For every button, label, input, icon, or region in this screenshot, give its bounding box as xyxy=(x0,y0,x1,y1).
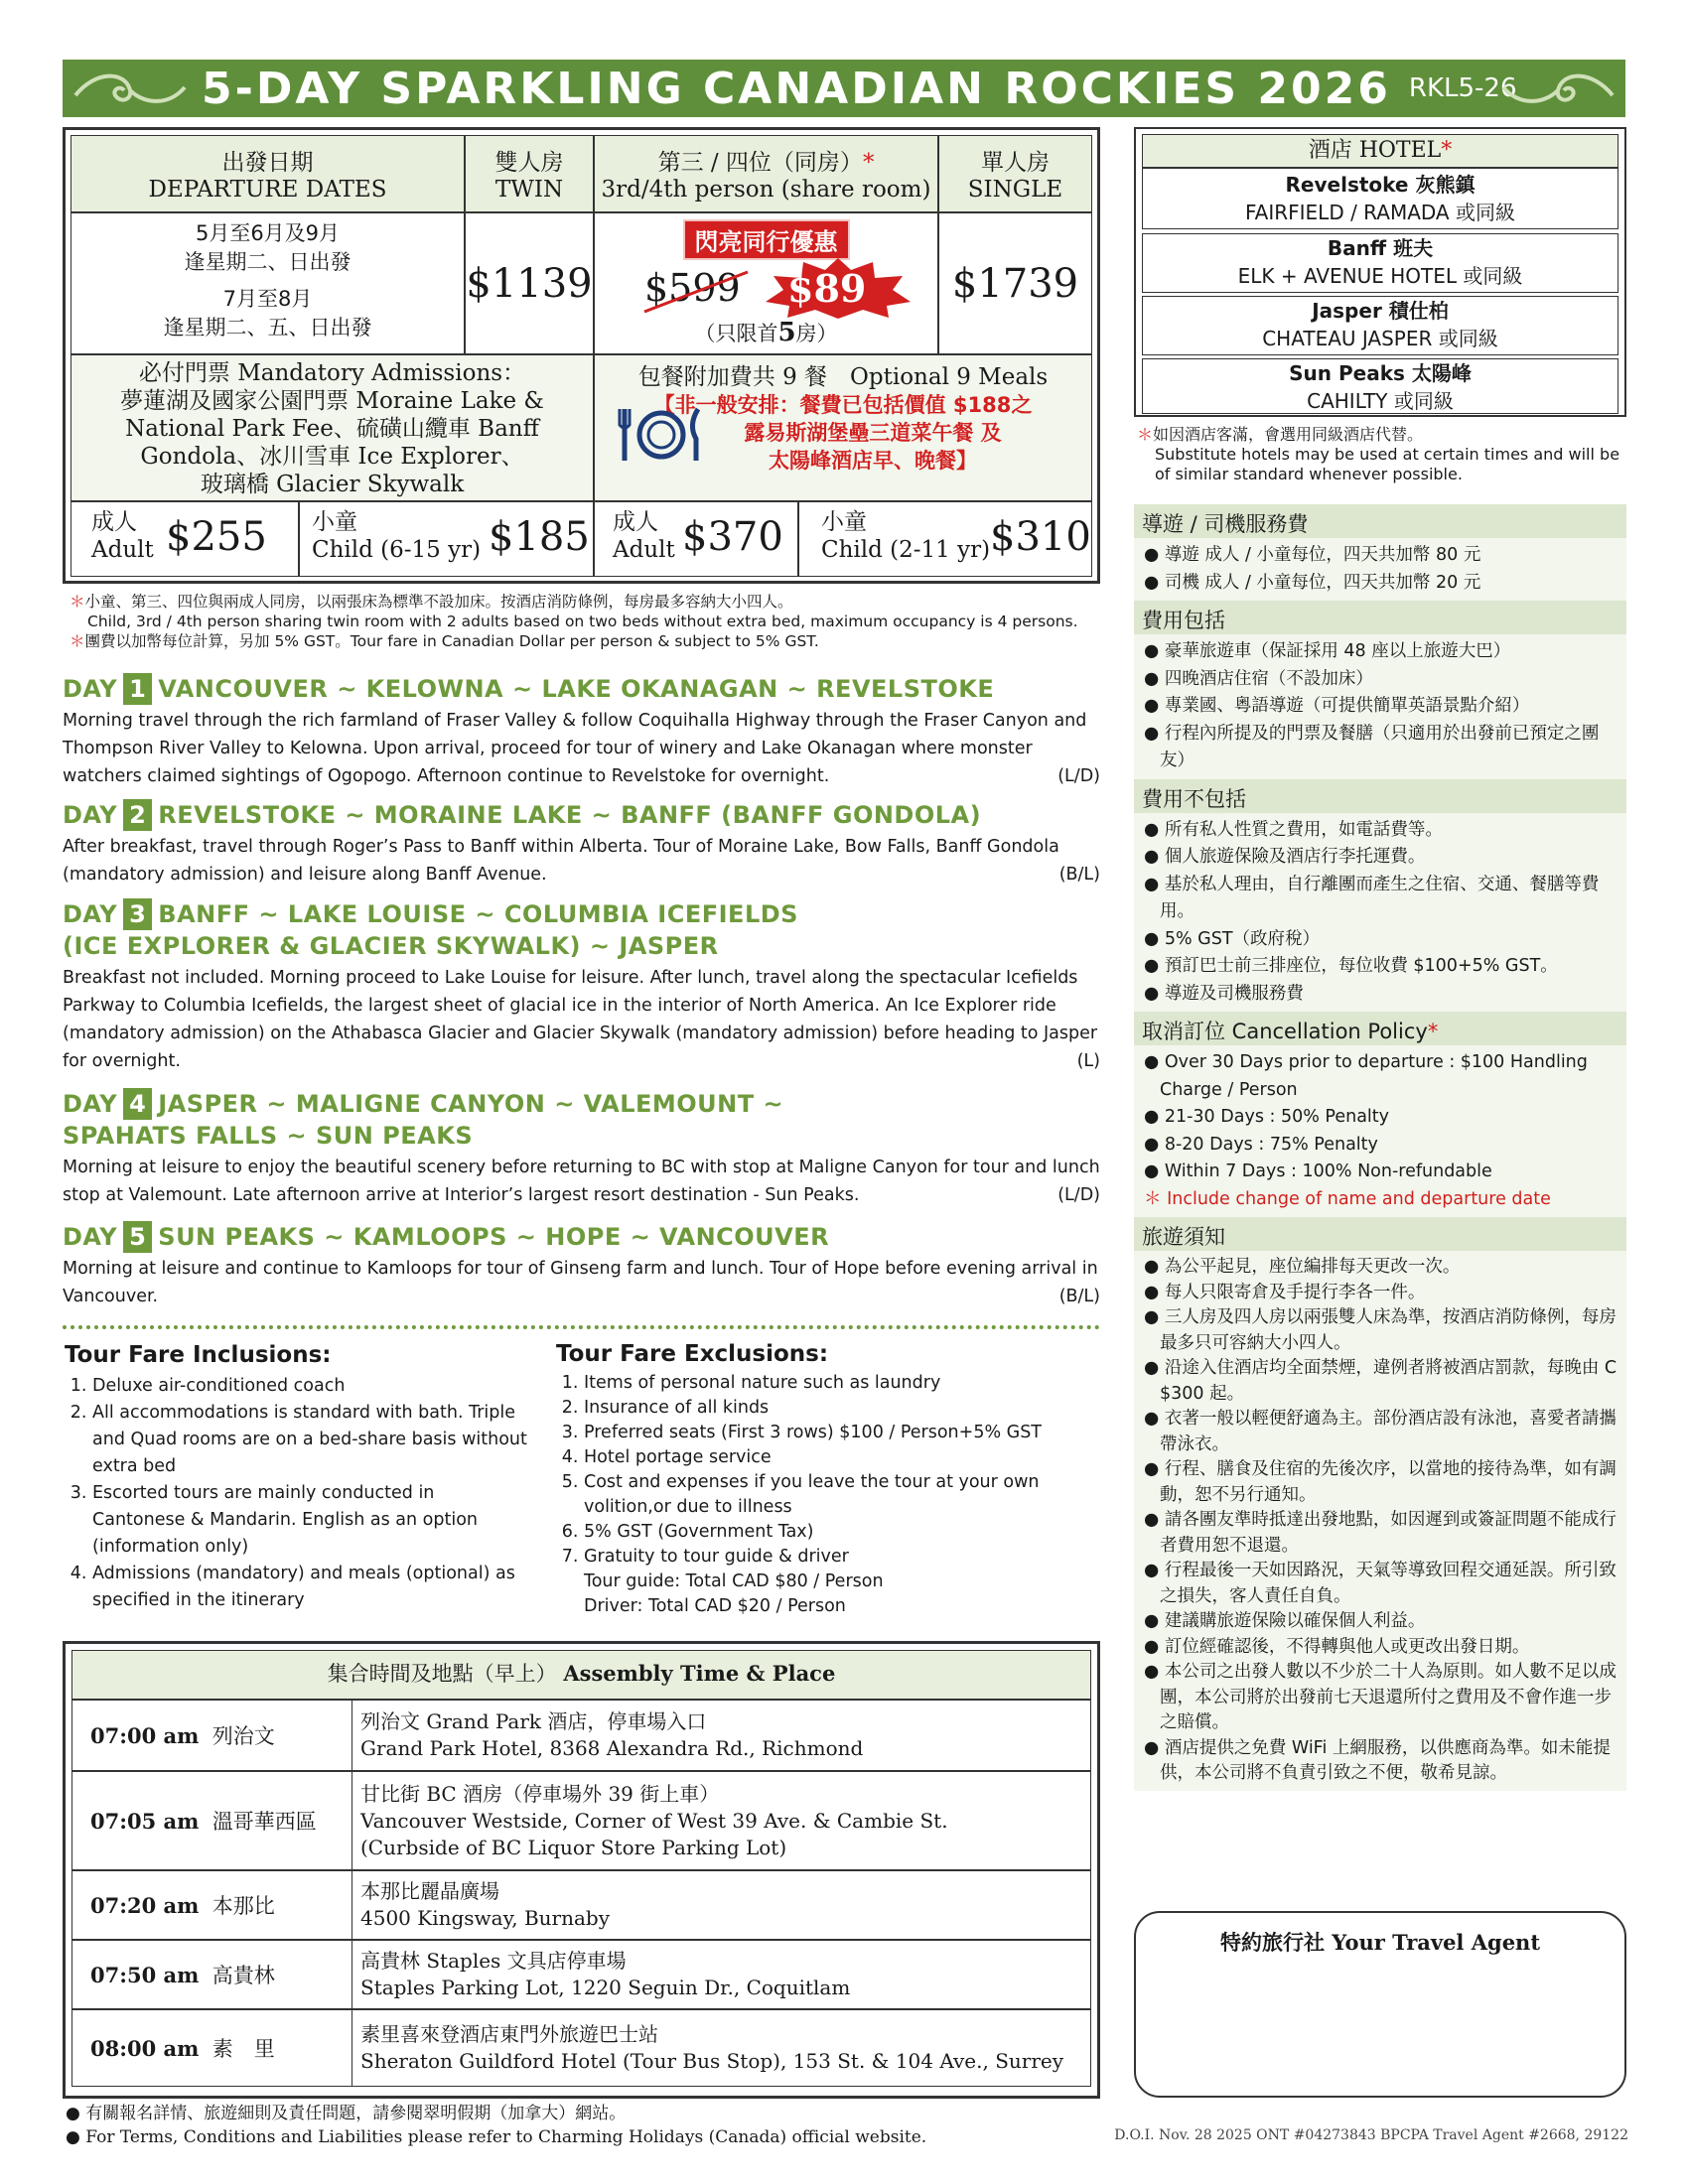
travel-agent-label: 特約旅行社 Your Travel Agent xyxy=(1219,1930,1541,1955)
adm-adult-zh: 成人 xyxy=(91,509,137,535)
dates-1a: 5月至6月及9月 xyxy=(195,221,341,245)
hotel-name: CAHILTY 或同級 xyxy=(1307,389,1454,413)
single-price: $1739 xyxy=(951,260,1079,307)
meal-adult-en: Adult xyxy=(613,537,675,563)
list-item: 4. Hotel portage service xyxy=(584,1445,1102,1470)
hotel-note-zh: 如因酒店客滿，會選用同級酒店代替。 xyxy=(1153,425,1424,444)
hotel-title: 酒店 HOTEL xyxy=(1308,138,1442,163)
day-title: BANFF ~ LAKE LOUISE ~ COLUMBIA ICEFIELDS xyxy=(158,900,798,928)
footer-note-en: For Terms, Conditions and Liabilities please refer to Charming Holidays (Canada) official website. xyxy=(85,2127,927,2147)
cancel-note: Include change of name and departure date xyxy=(1167,1188,1551,1209)
day-label: DAY xyxy=(63,900,118,928)
day-4 xyxy=(63,1088,1100,1209)
day-text: Morning at leisure to enjoy the beautiful scenery before returning to BC with stop at Maligne Canyon for tour and lunch stop at Valemount. Late afternoon arrive at Interior’s largest resort destination - Sun Peaks. xyxy=(63,1158,1100,1205)
day-title-2: (ICE EXPLORER & GLACIER SKYWALK) ~ JASPER xyxy=(63,932,719,960)
list-item: Over 30 Days prior to departure : $100 Handling Charge / Person xyxy=(1160,1052,1588,1100)
list-item: 行程最後一天如因路況，天氣等導致回程交通延誤。所引致之損失，客人責任自負。 xyxy=(1160,1561,1617,1606)
promo-limit-b: 房） xyxy=(795,322,838,345)
list-item: 豪華旅遊車（保証採用 48 座以上旅遊大巴） xyxy=(1164,641,1511,661)
assembly-table xyxy=(63,1641,1100,2099)
day-title: REVELSTOKE ~ MORAINE LAKE ~ BANFF (BANFF GONDOLA) xyxy=(158,801,982,829)
list-item: 訂位經確認後，不得轉與他人或更改出發日期。 xyxy=(1164,1636,1530,1657)
strike-line-icon xyxy=(642,270,752,314)
list-item: 本公司之出發人數以不少於二十人為原則。如人數不足以成團，本公司將於出發前七天退還所付之費用及不會作進一步之賠償。 xyxy=(1160,1662,1617,1732)
meals-note-2: 露易斯湖堡壘三道菜午餐 及 xyxy=(744,421,1002,445)
list-item: 1. Items of personal nature such as laundry xyxy=(584,1371,1102,1396)
inclusions-title: Tour Fare Inclusions: xyxy=(65,1342,332,1368)
list-item: 5% GST（政府稅） xyxy=(1164,928,1321,949)
twin-label-en: TWIN xyxy=(494,177,564,203)
hotel-header xyxy=(1142,134,1618,168)
single-header xyxy=(938,135,1092,212)
list-item: 請各團友準時抵達出發地點，如因遲到或簽証問題不能成行者費用恕不退還。 xyxy=(1160,1510,1617,1556)
fare-notes xyxy=(70,592,1102,651)
day-2 xyxy=(63,799,1100,888)
adm-child-price: $185 xyxy=(489,514,590,560)
adm-child-en: Child (6-15 yr) xyxy=(312,537,482,563)
day-meals: (L/D) xyxy=(1057,766,1100,786)
assembly-line-1: 高貴林 Staples 文具店停車場 xyxy=(360,1949,627,1973)
table-row xyxy=(71,1771,1091,1870)
twin-price-cell xyxy=(465,212,594,354)
hotel-row xyxy=(1142,296,1618,355)
hotel-city: Jasper 積仕柏 xyxy=(1312,299,1449,323)
hotel-name: FAIRFIELD / RAMADA 或同級 xyxy=(1245,201,1515,224)
cancellation-star: * xyxy=(1427,1020,1439,1043)
meals-cell xyxy=(594,354,1092,501)
excluded-title: 費用不包括 xyxy=(1134,779,1626,813)
meal-child-cell xyxy=(798,501,1092,577)
list-item: 導遊及司機服務費 xyxy=(1164,983,1304,1004)
assembly-time: 08:00 am xyxy=(90,2035,200,2061)
list-item: 21-30 Days : 50% Penalty xyxy=(1164,1107,1390,1127)
day-number: 4 xyxy=(123,1088,152,1120)
hotel-city: Sun Peaks 太陽峰 xyxy=(1289,361,1472,385)
meal-child-price: $310 xyxy=(990,514,1091,560)
assembly-time: 07:20 am xyxy=(90,1892,200,1918)
list-item: 7. Gratuity to tour guide & driver xyxy=(584,1545,1102,1570)
day-title: SUN PEAKS ~ KAMLOOPS ~ HOPE ~ VANCOUVER xyxy=(158,1223,830,1251)
list-item: 個人旅遊保險及酒店行李托運費。 xyxy=(1164,847,1426,867)
twin-label-zh: 雙人房 xyxy=(494,150,564,176)
assembly-time: 07:00 am xyxy=(90,1722,200,1748)
list-item: 行程內所提及的門票及餐膳（只適用於出發前已預定之團友） xyxy=(1160,723,1600,770)
assembly-place: 本那比 xyxy=(211,1894,275,1918)
hotel-box xyxy=(1134,127,1626,417)
table-row xyxy=(71,2009,1091,2087)
adm-child-zh: 小童 xyxy=(312,509,357,535)
day-number: 3 xyxy=(123,898,152,930)
assembly-title-zh: 集合時間及地點（早上） xyxy=(327,1662,557,1686)
dates-2b: 逢星期二、五、日出發 xyxy=(163,316,372,340)
hotel-row xyxy=(1142,233,1618,293)
day-label: DAY xyxy=(63,1090,118,1118)
footer-note-zh: 有關報名詳情、旅遊細則及責任問題，請參閱翠明假期（加拿大）網站。 xyxy=(85,2104,627,2123)
hotel-note-en: Substitute hotels may be used at certain times and will be of similar standard whenever possible. xyxy=(1155,445,1620,483)
table-row xyxy=(71,1870,1091,1940)
list-item: 衣著一般以輕便舒適為主。部份酒店設有泳池，喜愛者請攜帶泳衣。 xyxy=(1160,1409,1617,1454)
day-title-2: SPAHATS FALLS ~ SUN PEAKS xyxy=(63,1122,474,1150)
third-price-cell xyxy=(594,212,938,354)
single-label-zh: 單人房 xyxy=(981,150,1050,176)
day-label: DAY xyxy=(63,1223,118,1251)
list-item: 所有私人性質之費用，如電話費等。 xyxy=(1164,819,1443,840)
day-title: JASPER ~ MALIGNE CANYON ~ VALEMOUNT ~ xyxy=(158,1090,784,1118)
assembly-line-1: 甘比街 BC 酒房（停車場外 39 街上車） xyxy=(360,1781,720,1806)
fare-table xyxy=(63,127,1100,584)
footer-notes: ● 有關報名詳情、旅遊細則及責任問題，請參閱翠明假期（加拿大）網站。 ● For Terms, Conditions and Liabilities please refer to Charming Holidays (Canada) official website. xyxy=(66,2104,927,2147)
promo-limit-a: （只限首 xyxy=(694,322,778,345)
third-header xyxy=(594,135,938,212)
exclusions-title: Tour Fare Exclusions: xyxy=(556,1341,829,1367)
admissions-cell xyxy=(70,354,594,501)
meals-title: 包餐附加費共 9 餐 Optional 9 Meals xyxy=(637,364,1049,390)
assembly-line-1: 本那比麗晶廣場 xyxy=(360,1879,499,1903)
assembly-line-2: Sheraton Guildford Hotel (Tour Bus Stop), 153 St. & 104 Ave., Surrey xyxy=(360,2049,1064,2073)
assembly-line-1: 列治文 Grand Park 酒店，停車場入口 xyxy=(360,1709,707,1733)
travel-agent-box xyxy=(1134,1911,1626,2098)
list-item: 行程、膳食及住宿的先後次序，以當地的接待為準，如有調動，恕不另行通知。 xyxy=(1160,1459,1617,1505)
meal-child-zh: 小童 xyxy=(821,509,867,535)
single-price-cell xyxy=(938,212,1092,354)
doi-license: D.O.I. Nov. 28 2025 ONT #04273843 BPCPA Travel Agent #2668, 29122 xyxy=(1114,2127,1628,2143)
list-item: 基於私人理由，自行離團而產生之住宿、交通、餐膳等費用。 xyxy=(1160,874,1600,921)
included-title: 費用包括 xyxy=(1134,601,1626,634)
note-2: Child, 3rd / 4th person sharing twin room with 2 adults based on two beds without extra bed, maximum occupancy is 4 persons. xyxy=(87,613,1078,630)
note-1: 小童、第三、四位與兩成人同房，以兩張床為標準不設加床。按酒店消防條例，每房最多容納大小四人。 xyxy=(84,593,793,611)
assembly-place: 素 里 xyxy=(211,2037,275,2061)
guide-gratuity: Tour guide: Total CAD $80 / Person xyxy=(584,1571,884,1591)
hotel-name: ELK + AVENUE HOTEL 或同級 xyxy=(1237,264,1523,288)
twin-header xyxy=(465,135,594,212)
note-star-1: ＊ xyxy=(70,593,85,611)
list-item: 預訂巴士前三排座位，每位收費 $100+5% GST。 xyxy=(1164,956,1558,976)
assembly-place: 列治文 xyxy=(211,1724,275,1748)
meal-adult-zh: 成人 xyxy=(613,509,658,535)
list-item: 三人房及四人房以兩張雙人床為準，按酒店消防條例，每房最多只可容納大小四人。 xyxy=(1160,1307,1617,1353)
list-item: 1. Deluxe air-conditioned coach xyxy=(92,1373,531,1400)
page-header xyxy=(63,60,1625,117)
dep-label-zh: 出發日期 xyxy=(221,150,314,176)
day-meals: (B/L) xyxy=(1058,865,1100,885)
assembly-time: 07:50 am xyxy=(90,1962,200,1987)
list-item: 2. Insurance of all kinds xyxy=(584,1396,1102,1421)
hotel-city: Banff 班夫 xyxy=(1327,236,1434,260)
admissions-line-4: 玻璃橋 Glacier Skywalk xyxy=(200,472,465,497)
day-label: DAY xyxy=(63,801,118,829)
day-text: Morning at leisure and continue to Kamloops for tour of Ginseng farm and lunch. Tour of Hope before evening arrival in Vancouver. xyxy=(63,1259,1098,1306)
dates-2a: 7月至8月 xyxy=(222,287,313,311)
departure-dates xyxy=(70,212,465,354)
day-5 xyxy=(63,1221,1100,1310)
admissions-line-2: National Park Fee、硫磺山纜車 Banff xyxy=(125,416,539,442)
list-item: 建議購旅遊保險以確保個人利益。 xyxy=(1164,1611,1426,1631)
assembly-line-2: Vancouver Westside, Corner of West 39 Ave. & Cambie St. xyxy=(360,1808,948,1833)
day-number: 5 xyxy=(123,1221,152,1253)
list-item: 4. Admissions (mandatory) and meals (optional) as specified in the itinerary xyxy=(92,1561,531,1614)
adm-adult-price: $255 xyxy=(166,514,267,560)
table-row xyxy=(71,1700,1091,1771)
meals-note-1: 【非一般安排：餐費已包括價值 $188之 xyxy=(653,393,1033,417)
day-text: Breakfast not included. Morning proceed to Lake Louise for leisure. After lunch, travel along the spectacular Icefields Parkway to Columbia Icefields, the largest sheet of glacial ice in the interior of North America. An Ice Explorer ride (mandatory admission) on the Athabasca Glacier and Glacier Skywalk (mandatory admission) before heading to Jasper for overnight. xyxy=(63,968,1098,1071)
list-item: 為公平起見，座位編排每天更改一次。 xyxy=(1164,1257,1461,1277)
assembly-line-1: 素里喜來登酒店東門外旅遊巴士站 xyxy=(360,2022,658,2046)
tour-code: RKL5-26 xyxy=(1408,73,1517,103)
hotel-row xyxy=(1142,358,1618,414)
day-number: 2 xyxy=(123,799,152,831)
list-item: 6. 5% GST (Government Tax) xyxy=(584,1520,1102,1545)
dates-1b: 逢星期二、日出發 xyxy=(184,250,352,274)
list-item: 3. Escorted tours are mainly conducted in Cantonese & Mandarin. English as an option (information only) xyxy=(92,1480,531,1561)
ornament-left-icon xyxy=(70,66,190,111)
cancel-note-star: ＊ xyxy=(1144,1188,1162,1209)
day-text: After breakfast, travel through Roger’s Pass to Banff within Alberta. Tour of Moraine Lake, Bow Falls, Banff Gondola (mandatory admission) and leisure along Banff Avenue. xyxy=(63,837,1059,885)
list-item: 5. Cost and expenses if you leave the tour at your own volition,or due to illness xyxy=(584,1470,1102,1520)
day-meals: (L/D) xyxy=(1057,1185,1100,1205)
list-item: 專業國、粵語導遊（可提供簡單英語景點介紹） xyxy=(1164,696,1530,716)
day-title: VANCOUVER ~ KELOWNA ~ LAKE OKANAGAN ~ REVELSTOKE xyxy=(158,675,995,703)
list-item: 沿途入住酒店均全面禁煙，違例者將被酒店罰款，每晚由 C $300 起。 xyxy=(1160,1358,1618,1404)
meal-adult-price: $370 xyxy=(682,514,783,560)
note-3: 團費以加幣每位計算，另加 5% GST。Tour fare in Canadian Dollar per person & subject to 5% GST. xyxy=(84,632,819,650)
hotel-note-star: ＊ xyxy=(1137,425,1154,444)
assembly-line-2: Staples Parking Lot, 1220 Seguin Dr., Coquitlam xyxy=(360,1976,851,1999)
table-row xyxy=(71,1940,1091,2009)
day-1 xyxy=(63,673,1100,790)
third-star: * xyxy=(862,150,875,176)
day-meals: (L) xyxy=(1076,1051,1100,1071)
sidebar: 導遊 / 司機服務費 ● 導遊 成人 / 小童每位，四天共加幣 80 元 ● 司機 成人 / 小童每位，四天共加幣 20 元 費用包括 ● 豪華旅遊車（保証採用 48 座以上旅遊大巴） ● 四晚酒店住宿（不設加床） ● 專業國、粵語導遊（可提供簡單英語景點介紹） ● 行程內所提及的門票及餐膳（只適用於出發前已預定之團友） 費用不包括 ● 所有私人性質之費用，如電話費等。 ● 個人旅遊保險及酒店行李托運費。 ● 基於私人理由，自行離團而產生之住宿、交通、餐膳等費用。 ● 5% GST（政府稅） ● 預訂巴士前三排座位，每位收費 $100+5% GST。 ● 導遊及司機服務費 取消訂位 Cancellation Policy* ● Over 30 Days prior to departure : $100 Handling Charge / Person ● 21-30 Days : 50% Penalty ● 8-20 Days : 75% Penalty ● Within 7 Days : 100% Non-refundable ＊ Include change of name and departure date 旅遊須知 ● 為公平起見，座位編排每天更改一次。 ● 每人只限寄倉及手提行李各一件。 ● 三人房及四人房以兩張雙人床為準，按酒店消防條例，每房最多只可容納大小四人。 ● 沿途入住酒店均全面禁煙，違例者將被酒店罰款，每晚由 C $300 起。 ● 衣著一般以輕便舒適為主。部份酒店設有泳池，喜愛者請攜帶泳衣。 ● 行程、膳食及住宿的先後次序，以當地的接待為準，如有調動，恕不另行通知。 ● 請各團友準時抵達出發地點，如因遲到或簽証問題不能成行者費用恕不退還。 ● 行程最後一天如因路況，天氣等導致回程交通延誤。所引致之損失，客人責任自負。 ● 建議購旅遊保險以確保個人利益。 ● 訂位經確認後，不得轉與他人或更改出發日期。 ● 本公司之出發人數以不少於二十人為原則。如人數不足以成團，本公司將於出發前七天退還所付之費用及不會作進一步之賠償。 ● 酒店提供之免費 WiFi 上網服務，以供應商為準。如未能提供，本公司將不負責引致之不便，敬希見諒。 xyxy=(1134,504,1626,1791)
adm-adult-cell xyxy=(70,501,299,577)
page-title: 5-DAY SPARKLING CANADIAN ROCKIES 2026 xyxy=(202,63,1391,114)
cancellation-title: 取消訂位 Cancellation Policy xyxy=(1142,1020,1428,1043)
admissions-line-1: 夢蓮湖及國家公園門票 Moraine Lake & xyxy=(120,388,544,414)
assembly-place: 高貴林 xyxy=(211,1964,275,1987)
list-item: 2. All accommodations is standard with bath. Triple and Quad rooms are on a bed-share basis without extra bed xyxy=(92,1400,531,1480)
adm-child-cell xyxy=(299,501,594,577)
assembly-place: 溫哥華西區 xyxy=(211,1810,317,1834)
assembly-line-2: Grand Park Hotel, 8368 Alexandra Rd., Richmond xyxy=(360,1736,864,1760)
assembly-line-3: (Curbside of BC Liquor Store Parking Lot) xyxy=(360,1835,787,1859)
plate-cutlery-icon xyxy=(617,405,706,465)
third-label-en: 3rd/4th person (share room) xyxy=(601,177,931,203)
promo-price: $89 xyxy=(787,266,867,311)
note-star-2: ＊ xyxy=(70,632,85,650)
dep-label-en: DEPARTURE DATES xyxy=(148,177,387,203)
meals-note-3: 太陽峰酒店早、晚餐】 xyxy=(769,449,977,473)
list-item: 酒店提供之免費 WiFi 上網服務，以供應商為準。如未能提供，本公司將不負責引致之不便，敬希見諒。 xyxy=(1160,1737,1611,1783)
adm-adult-en: Adult xyxy=(91,537,154,563)
assembly-title-en: Assembly Time & Place xyxy=(563,1661,836,1686)
admissions-line-3: Gondola、冰川雪車 Ice Explorer、 xyxy=(140,444,524,470)
assembly-header xyxy=(71,1650,1091,1700)
driver-gratuity: Driver: Total CAD $20 / Person xyxy=(584,1596,846,1616)
dep-header xyxy=(70,135,465,212)
assembly-line-2: 4500 Kingsway, Burnaby xyxy=(360,1906,610,1930)
single-label-en: SINGLE xyxy=(967,177,1063,203)
day-3 xyxy=(63,898,1100,1075)
dotted-divider xyxy=(63,1325,1100,1329)
promo-badge: 閃亮同行優惠 xyxy=(683,219,850,260)
assembly-time: 07:05 am xyxy=(90,1808,200,1834)
list-item: Within 7 Days : 100% Non-refundable xyxy=(1164,1161,1492,1181)
hotel-name: CHATEAU JASPER 或同級 xyxy=(1262,327,1498,350)
hotel-city: Revelstoke 灰熊鎮 xyxy=(1285,173,1476,197)
old-price: $599 xyxy=(644,266,741,310)
day-text: Morning travel through the rich farmland of Fraser Valley & follow Coquihalla Highway through the Fraser Canyon and Thompson River Valley to Kelowna. Upon arrival, proceed for tour of winery and Lake Okanagan where monster watchers claimed sightings of Ogopogo. Afternoon continue to Revelstoke for overnight. xyxy=(63,711,1087,786)
list-item: 司機 成人 / 小童每位，四天共加幣 20 元 xyxy=(1164,572,1481,593)
list-item: 每人只限寄倉及手提行李各一件。 xyxy=(1164,1282,1426,1302)
list-item: 3. Preferred seats (First 3 rows) $100 / Person+5% GST xyxy=(584,1421,1102,1445)
hotel-star: * xyxy=(1441,138,1453,163)
list-item: 導遊 成人 / 小童每位，四天共加幣 80 元 xyxy=(1164,545,1481,565)
day-meals: (B/L) xyxy=(1058,1287,1100,1306)
admissions-title: 必付門票 Mandatory Admissions： xyxy=(138,360,526,386)
list-item: 8-20 Days : 75% Penalty xyxy=(1164,1134,1378,1155)
inclusions xyxy=(65,1342,531,1614)
notice-title: 旅遊須知 xyxy=(1134,1217,1626,1251)
meal-adult-cell xyxy=(594,501,798,577)
day-label: DAY xyxy=(63,675,118,703)
ornament-right-icon xyxy=(1498,66,1618,111)
list-item: 四晚酒店住宿（不設加床） xyxy=(1164,668,1373,689)
exclusions xyxy=(556,1342,1102,1619)
third-label-zh: 第三 / 四位（同房） xyxy=(657,150,863,176)
guide-fee-title: 導遊 / 司機服務費 xyxy=(1134,504,1626,538)
meal-child-en: Child (2-11 yr) xyxy=(821,537,991,563)
promo-limit-num: 5 xyxy=(777,318,796,347)
hotel-note xyxy=(1137,425,1629,484)
day-number: 1 xyxy=(123,673,152,705)
twin-price: $1139 xyxy=(466,260,593,307)
hotel-row xyxy=(1142,168,1618,229)
